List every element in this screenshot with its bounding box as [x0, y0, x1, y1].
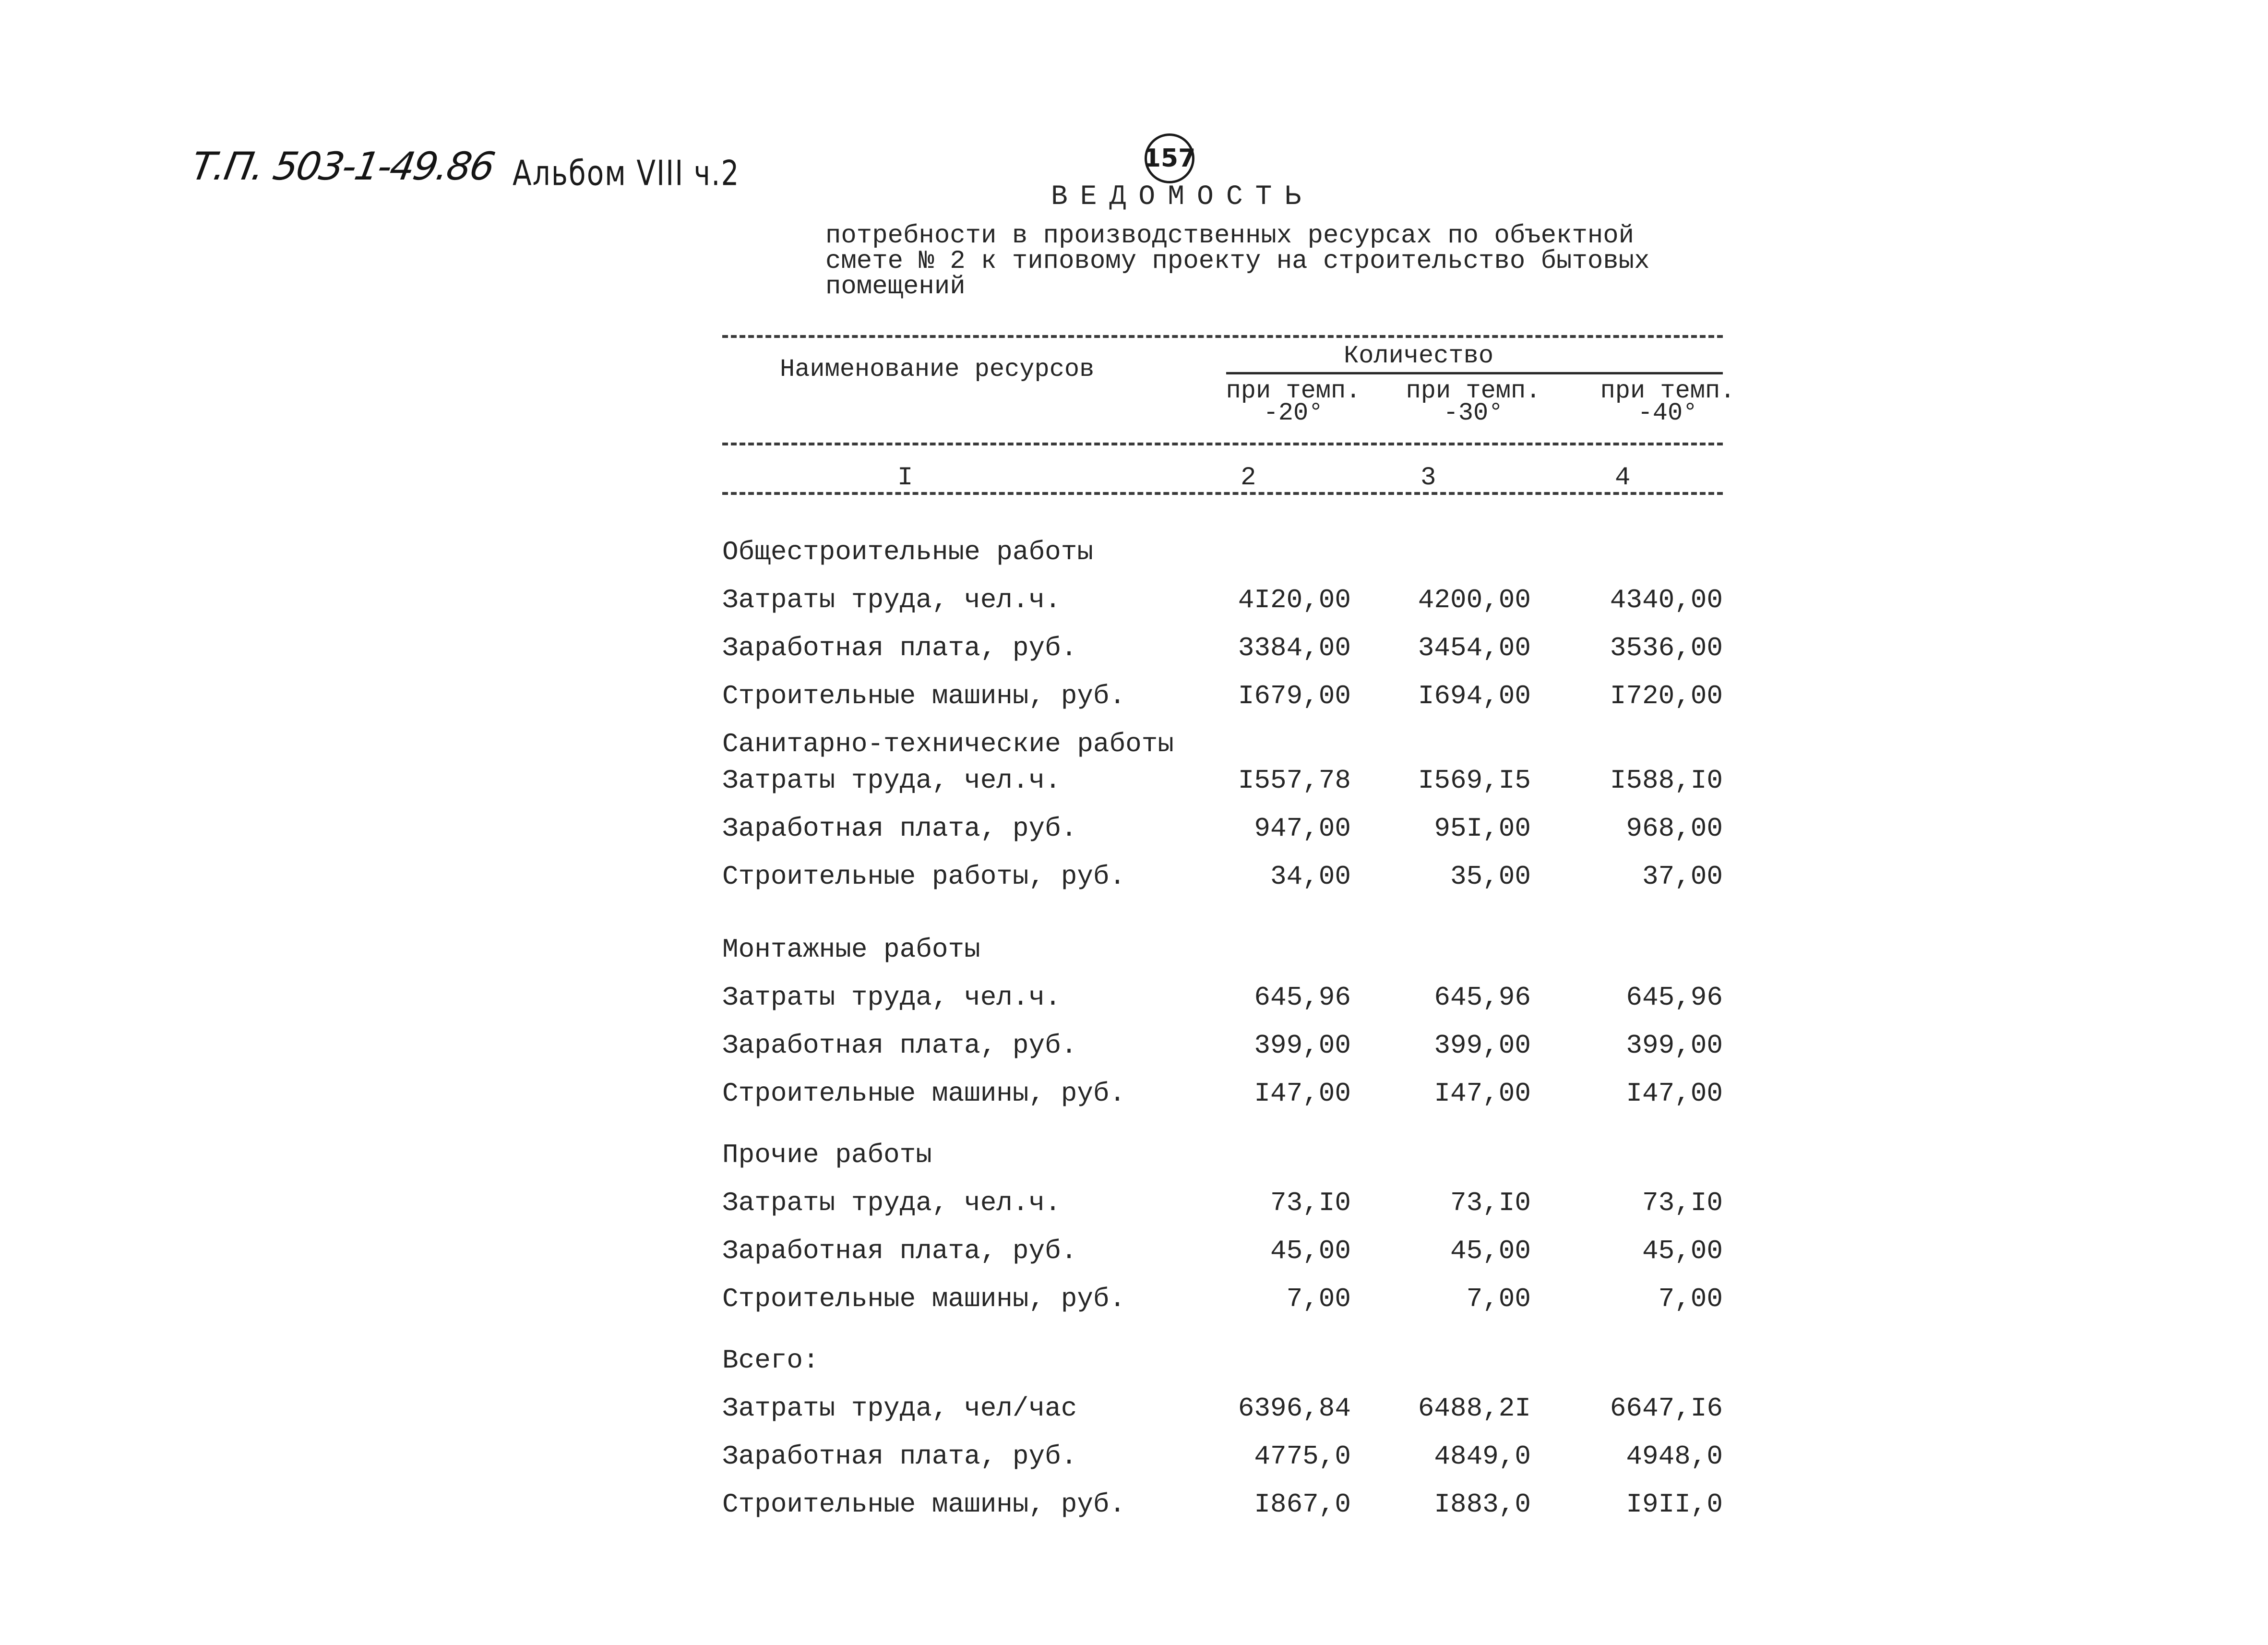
value-temp-40: 645,96: [1626, 982, 1723, 1013]
header-resource-name: Наименование ресурсов: [780, 355, 1095, 384]
table-row: [0, 633, 2268, 666]
row-label: Строительные работы, руб.: [722, 861, 1126, 892]
value-temp-40: I9II,0: [1626, 1489, 1723, 1520]
value-temp-20: 6396,84: [1238, 1393, 1351, 1424]
header-col-temp-30: [1394, 377, 1552, 427]
value-temp-20: 73,I0: [1270, 1188, 1351, 1218]
table-row: [0, 1188, 2268, 1221]
value-temp-30: 45,00: [1450, 1236, 1531, 1266]
row-label: Строительные машины, руб.: [722, 1078, 1126, 1109]
album-label: Альбом VIII ч.2: [513, 153, 740, 193]
header-quantity: Количество: [1344, 342, 1494, 370]
row-label: Заработная плата, руб.: [722, 813, 1077, 844]
table-row: [0, 765, 2268, 799]
column-number-1: I: [897, 463, 913, 492]
subtitle-line-2: смете № 2 к типовому проекту на строительство бытовых: [825, 247, 1650, 276]
table-row: [0, 681, 2268, 714]
value-temp-40: 45,00: [1642, 1236, 1723, 1266]
value-temp-30: 4200,00: [1418, 585, 1531, 615]
header-col-temp-30-line2: -30°: [1443, 399, 1504, 427]
value-temp-20: I867,0: [1254, 1489, 1351, 1520]
value-temp-30: 645,96: [1434, 982, 1531, 1013]
row-label: Затраты труда, чел.ч.: [722, 982, 1061, 1013]
table-row: [0, 1393, 2268, 1427]
value-temp-30: 35,00: [1450, 861, 1531, 892]
subtitle-line-3: помещений: [825, 272, 966, 301]
value-temp-30: 95I,00: [1434, 813, 1531, 844]
header-col-temp-30-line1: при темп.: [1406, 377, 1541, 405]
value-temp-20: 399,00: [1254, 1030, 1351, 1061]
table-row: [0, 813, 2268, 847]
row-label: Затраты труда, чел.ч.: [722, 1188, 1061, 1218]
value-temp-40: 4948,0: [1626, 1441, 1723, 1472]
header-bottom-rule: [722, 443, 1723, 445]
value-temp-40: I720,00: [1610, 681, 1723, 711]
row-label: Строительные машины, руб.: [722, 1489, 1126, 1520]
header-col-temp-40-line2: -40°: [1637, 399, 1698, 427]
row-label: Заработная плата, руб.: [722, 1441, 1077, 1472]
section-title: Монтажные работы: [722, 934, 980, 965]
header-col-temp-20-line1: при темп.: [1226, 377, 1361, 405]
column-number-4: 4: [1615, 463, 1631, 492]
value-temp-40: 37,00: [1642, 861, 1723, 892]
value-temp-40: I47,00: [1626, 1078, 1723, 1109]
value-temp-30: 7,00: [1466, 1284, 1531, 1314]
value-temp-30: 6488,2I: [1418, 1393, 1531, 1424]
value-temp-30: 399,00: [1434, 1030, 1531, 1061]
page-number: 157: [1143, 144, 1196, 173]
value-temp-20: 45,00: [1270, 1236, 1351, 1266]
header-col-temp-20-line2: -20°: [1263, 399, 1324, 427]
header-top-rule: [722, 335, 1723, 338]
value-temp-30: I694,00: [1418, 681, 1531, 711]
value-temp-30: 4849,0: [1434, 1441, 1531, 1472]
row-label: Строительные машины, руб.: [722, 1284, 1126, 1314]
row-label: Строительные машины, руб.: [722, 681, 1126, 711]
section-title: Прочие работы: [722, 1140, 932, 1170]
value-temp-20: I557,78: [1238, 765, 1351, 796]
table-row: [0, 861, 2268, 895]
table-row: [0, 585, 2268, 618]
table-row: [0, 1441, 2268, 1475]
value-temp-40: 73,I0: [1642, 1188, 1723, 1218]
value-temp-40: 4340,00: [1610, 585, 1723, 615]
row-label: Затраты труда, чел.ч.: [722, 765, 1061, 796]
table-row: [0, 1489, 2268, 1523]
column-number-2: 2: [1241, 463, 1256, 492]
value-temp-40: I588,I0: [1610, 765, 1723, 796]
page-number-circle: [1145, 133, 1194, 183]
value-temp-20: 645,96: [1254, 982, 1351, 1013]
document-code: Т.П. 503-1-49.86: [188, 144, 497, 189]
section-title-total: Всего:: [722, 1345, 819, 1376]
table-row: [0, 1030, 2268, 1064]
row-label: Затраты труда, чел/час: [722, 1393, 1077, 1424]
table-row: [0, 982, 2268, 1016]
table-row: [0, 1078, 2268, 1112]
value-temp-20: I679,00: [1238, 681, 1351, 711]
subtitle-line-1: потребности в производственных ресурсах по объектной: [825, 221, 1635, 251]
header-col-temp-40-line1: при темп.: [1600, 377, 1735, 405]
section-title: Санитарно-технические работы: [722, 729, 1174, 759]
row-label: Заработная плата, руб.: [722, 633, 1077, 663]
row-label: Заработная плата, руб.: [722, 1030, 1077, 1061]
value-temp-40: 968,00: [1626, 813, 1723, 844]
value-temp-20: 7,00: [1286, 1284, 1351, 1314]
value-temp-30: I569,I5: [1418, 765, 1531, 796]
value-temp-20: I47,00: [1254, 1078, 1351, 1109]
row-label: Заработная плата, руб.: [722, 1236, 1077, 1266]
table-row: [0, 1284, 2268, 1317]
value-temp-40: 6647,I6: [1610, 1393, 1723, 1424]
header-col-temp-20: [1214, 377, 1373, 427]
column-number-rule: [722, 492, 1723, 495]
value-temp-20: 947,00: [1254, 813, 1351, 844]
value-temp-20: 4I20,00: [1238, 585, 1351, 615]
value-temp-40: 7,00: [1658, 1284, 1723, 1314]
column-number-3: 3: [1420, 463, 1436, 492]
value-temp-20: 34,00: [1270, 861, 1351, 892]
value-temp-30: I47,00: [1434, 1078, 1531, 1109]
document-title: ВЕДОМОСТЬ: [1051, 181, 1314, 213]
quantity-underline: [1226, 372, 1723, 374]
section-title: Общестроительные работы: [722, 537, 1093, 567]
value-temp-20: 3384,00: [1238, 633, 1351, 663]
table-row: [0, 1236, 2268, 1269]
row-label: Затраты труда, чел.ч.: [722, 585, 1061, 615]
header-col-temp-40: [1588, 377, 1747, 427]
value-temp-30: 3454,00: [1418, 633, 1531, 663]
value-temp-20: 4775,0: [1254, 1441, 1351, 1472]
value-temp-30: I883,0: [1434, 1489, 1531, 1520]
value-temp-40: 399,00: [1626, 1030, 1723, 1061]
value-temp-30: 73,I0: [1450, 1188, 1531, 1218]
value-temp-40: 3536,00: [1610, 633, 1723, 663]
